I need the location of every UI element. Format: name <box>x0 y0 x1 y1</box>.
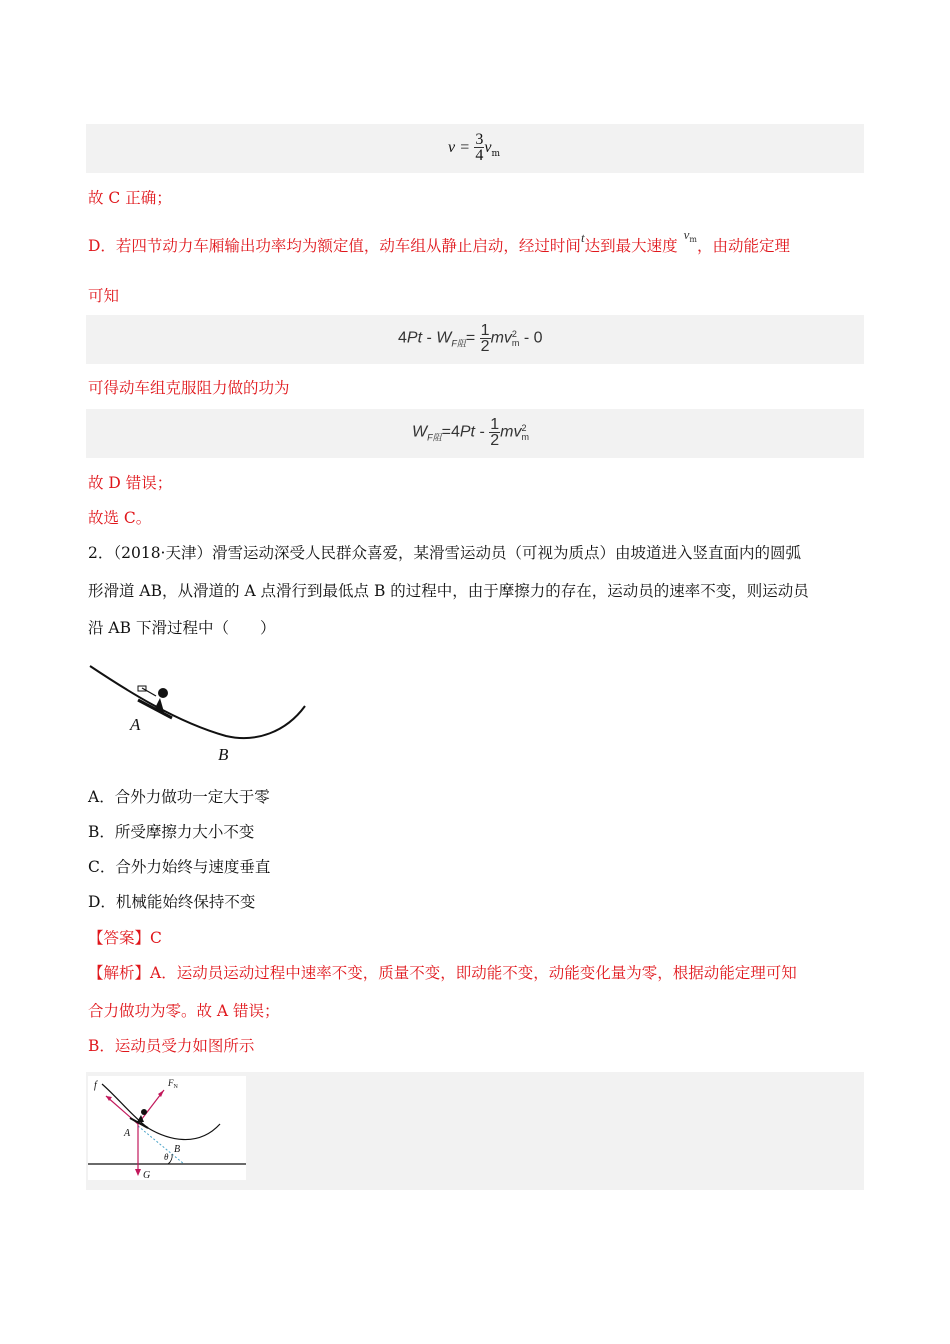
eq3-fraction: $\frac{1}{2}$ <box>490 416 500 449</box>
force-diagram-box <box>86 1072 864 1190</box>
equation-2: $4Pt - W_{F阻}=$ $\frac{1}{2}$ mv 2 m - 0 <box>398 322 543 355</box>
option-d: D．机械能始终保持不变 <box>88 893 256 911</box>
fig1-label-a: A <box>130 715 141 734</box>
fig2-label-theta: θ <box>164 1152 169 1162</box>
eq1-lhs: v <box>448 139 456 156</box>
eq1-fraction: $\frac{3}{4}$ <box>475 131 484 164</box>
equation-3: $W_{F阻}=4Pt$ - $\frac{1}{2}$ mv 2 m <box>412 416 529 449</box>
choose-line: 故选 C。 <box>88 509 152 527</box>
eq1-var: v <box>484 139 492 156</box>
d-statement-line2: 可知 <box>88 287 120 305</box>
fig1-label-b: B <box>218 745 229 764</box>
equation-box-1 <box>86 124 864 173</box>
equation-box-3 <box>86 409 864 458</box>
q2-line3: 沿 AB 下滑过程中（ ） <box>88 619 276 637</box>
ski-slope-figure <box>86 660 316 770</box>
force-diagram <box>88 1076 246 1180</box>
option-a: A．合外力做功一定大于零 <box>88 788 270 806</box>
analysis-line1: 【解析】A．运动员运动过程中速率不变，质量不变，即动能不变，动能变化量为零，根据动能定理可知 <box>88 964 797 982</box>
work-line: 可得动车组克服阻力做的功为 <box>88 379 290 397</box>
answer-line: 【答案】C <box>88 929 162 947</box>
equation-1: v = $\frac{3}{4}$ $v_m$ <box>448 131 500 164</box>
q2-line1: 2．（2018·天津）滑雪运动深受人民群众喜爱，某滑雪运动员（可视为质点）由坡道进入竖直面内的圆弧 <box>88 544 801 562</box>
option-b: B．所受摩擦力大小不变 <box>88 823 255 841</box>
q2-line2: 形滑道 AB，从滑道的 A 点滑行到最低点 B 的过程中，由于摩擦力的存在，运动员的速率不变，则运动员 <box>88 582 809 600</box>
analysis-line2: 合力做功为零。故 A 错误； <box>88 1002 280 1020</box>
d-statement-line1: D．若四节动力车厢输出功率均为额定值，动车组从静止启动，经过时间$^t$达到最大速度$^{vm}$，由动能定理 <box>88 227 790 255</box>
fig2-label-fn: $F_N$ <box>168 1078 178 1090</box>
d-wrong-line: 故 D 错误； <box>88 474 173 492</box>
c-correct-line: 故 C 正确； <box>88 189 172 207</box>
equation-box-2 <box>86 315 864 364</box>
theta-arc <box>168 1154 172 1164</box>
fig2-label-a: A <box>124 1128 131 1139</box>
eq1-equals: = <box>460 139 470 156</box>
fig2-label-f: f <box>94 1080 97 1091</box>
fig2-label-b: B <box>174 1144 181 1155</box>
option-c: C．合外力始终与速度垂直 <box>88 858 271 876</box>
analysis-line3: B．运动员受力如图所示 <box>88 1037 255 1055</box>
fig2-label-g: G <box>143 1170 151 1180</box>
slope-curve <box>90 666 305 738</box>
eq2-fraction: $\frac{1}{2}$ <box>480 322 490 355</box>
